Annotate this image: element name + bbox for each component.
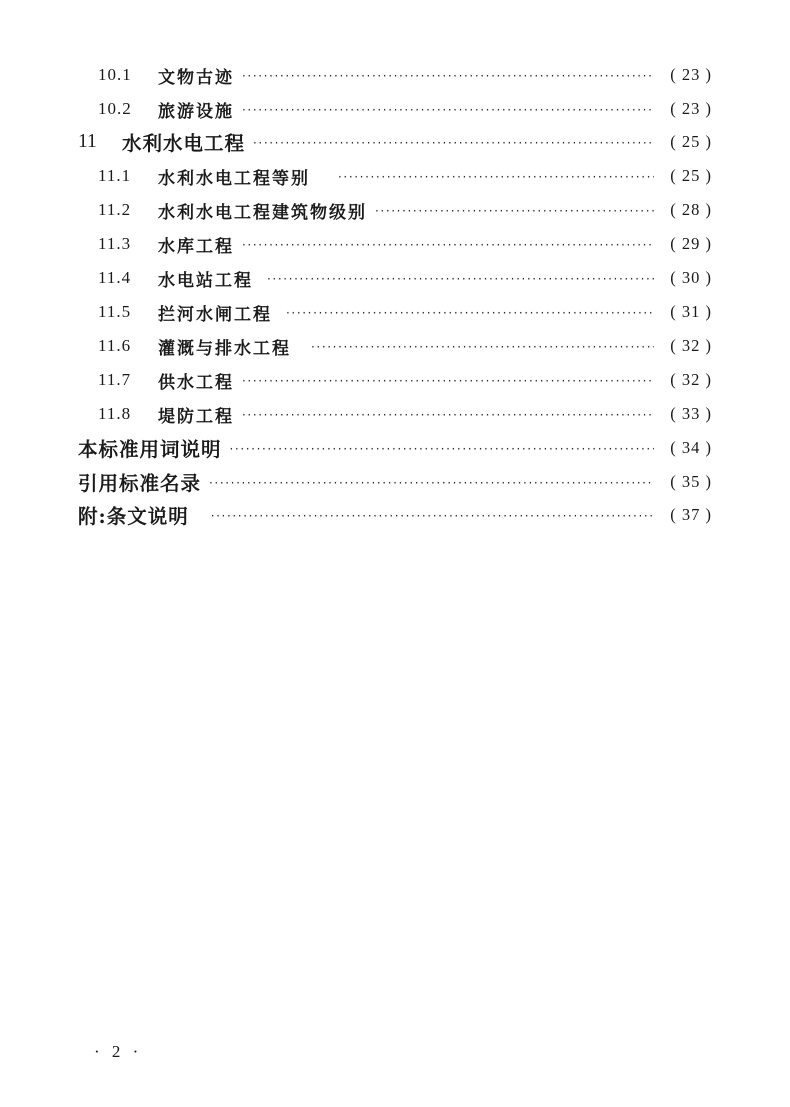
toc-entry-title: 附:条文说明 [78,505,189,528]
dot-leader [242,69,654,83]
dot-leader [242,408,654,422]
toc-entry-title: 水电站工程 [158,270,253,291]
dot-leader [209,476,654,490]
toc-entry-number: 11.5 [98,302,132,321]
toc-entry-number: 11 [78,131,97,152]
toc-entry-11-1 [98,159,712,193]
toc-entry-page: ( 25 ) [670,166,712,185]
dot-leader [211,509,654,523]
toc-entry-number: 11.4 [98,268,132,287]
dot-leader [286,306,654,320]
toc-entry-page: ( 37 ) [670,505,712,524]
toc-entry-references [78,465,712,499]
page-number: · 2 · [94,1042,143,1061]
toc-entry-number: 11.7 [98,370,132,389]
toc-entry-page: ( 23 ) [670,65,712,84]
toc-entry-title: 供水工程 [158,372,234,393]
toc-entry-title: 旅游设施 [158,101,234,122]
toc-entry-page: ( 31 ) [670,302,712,321]
toc-entry-title: 本标准用词说明 [78,438,222,461]
toc-entry-terms [78,431,712,465]
dot-leader [242,238,654,252]
dot-leader [242,374,654,388]
toc-entry-10-1 [98,58,712,92]
toc-entry-title: 引用标准名录 [78,472,202,495]
toc-entry-number: 10.1 [98,65,132,84]
toc-entry-page: ( 35 ) [670,472,712,491]
toc-entry-title: 拦河水闸工程 [158,304,272,325]
toc-entry-page: ( 25 ) [670,132,712,151]
dot-leader [267,272,654,286]
toc-entry-title: 文物古迹 [158,67,234,88]
toc-entry-number: 11.1 [98,166,132,185]
toc-entry-11-7 [98,363,712,397]
toc-entry-11-6 [98,329,712,363]
toc-entry-11-5 [98,295,712,329]
toc-entry-11-3 [98,227,712,261]
toc-entry-number: 11.3 [98,234,132,253]
toc-entry-title: 水利水电工程建筑物级别 [158,202,367,223]
toc-entry-title: 堤防工程 [158,406,234,427]
dot-leader [253,136,654,150]
dot-leader [242,103,654,117]
dot-leader [375,204,654,218]
toc-entry-title: 水库工程 [158,236,234,257]
toc-entry-page: ( 33 ) [670,404,712,423]
toc-entry-page: ( 34 ) [670,438,712,457]
toc-entry-10-2 [98,92,712,126]
toc-entry-11-4 [98,261,712,295]
toc-entry-title: 水利水电工程 [122,132,246,155]
toc-entry-11-8 [98,397,712,431]
dot-leader [338,170,654,184]
toc-entry-number: 11.8 [98,404,132,423]
toc-entry-page: ( 32 ) [670,370,712,389]
toc-entry-number: 11.6 [98,336,132,355]
toc-entry-number: 11.2 [98,200,132,219]
dot-leader [311,340,654,354]
toc-entry-page: ( 32 ) [670,336,712,355]
toc-entry-11-2 [98,193,712,227]
toc-entry-page: ( 28 ) [670,200,712,219]
toc-entry-appendix [78,498,712,532]
toc-entry-page: ( 29 ) [670,234,712,253]
toc-entry-number: 10.2 [98,99,132,118]
dot-leader [230,442,654,456]
toc-entry-page: ( 23 ) [670,99,712,118]
toc-entry-title: 水利水电工程等别 [158,168,310,189]
toc-entry-title: 灌溉与排水工程 [158,338,291,359]
toc-entry-11 [78,125,712,159]
toc-entry-page: ( 30 ) [670,268,712,287]
